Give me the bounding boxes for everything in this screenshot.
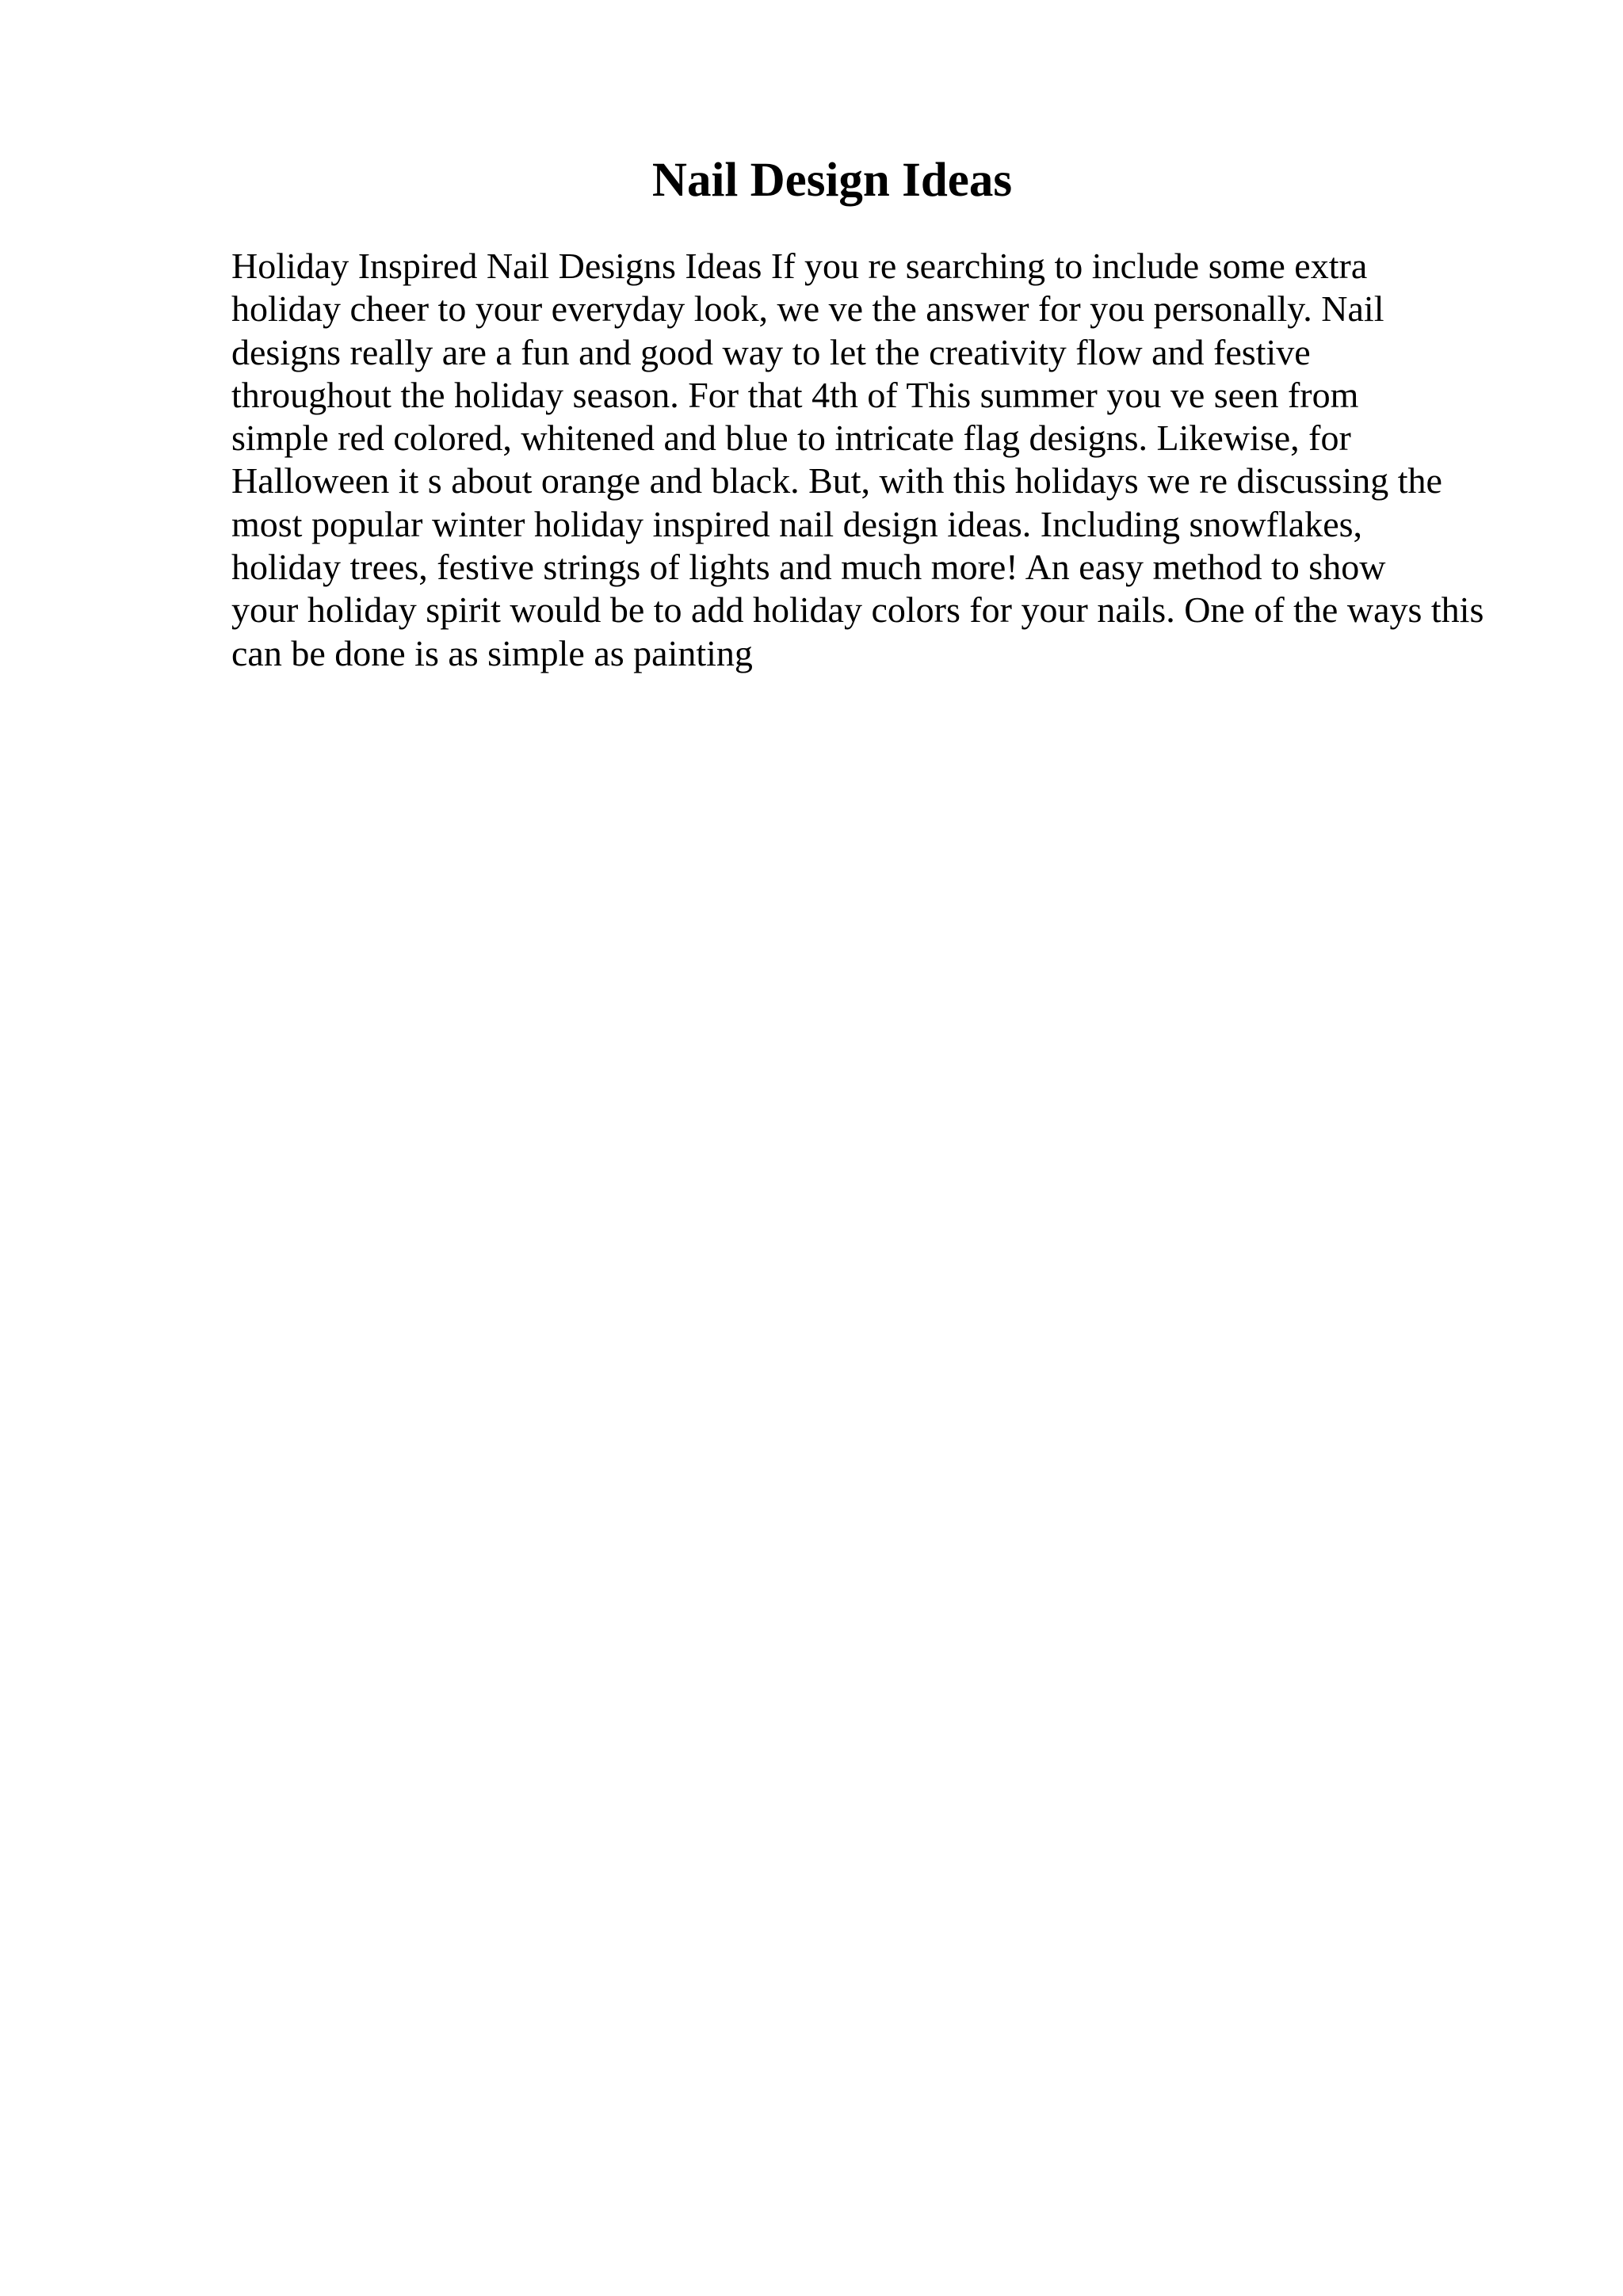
body-line: most popular winter holiday inspired nail design ideas. Including snowflakes, (231, 503, 1363, 544)
body-line: designs really are a fun and good way to let the creativity flow and festive (231, 331, 1311, 372)
body-line: holiday trees, festive strings of lights and much more! An easy method to show (231, 547, 1386, 588)
body-line: throughout the holiday season. For that 4th of This summer you ve seen from (231, 374, 1359, 415)
body-line: your holiday spirit would be to add holiday colors for your nails. One of the ways this (231, 589, 1484, 631)
body-line: holiday cheer to your everyday look, we ve the answer for you personally. Nail (231, 288, 1384, 330)
body-line: Halloween it s about orange and black. But, with this holidays we re discussing the (231, 460, 1442, 502)
document-body (231, 245, 1531, 675)
body-line: simple red colored, whitened and blue to intricate flag designs. Likewise, for (231, 418, 1351, 459)
body-line: can be done is as simple as painting (231, 632, 753, 673)
document-title: Nail Design Ideas (651, 154, 1013, 207)
body-line: Holiday Inspired Nail Designs Ideas If you re searching to include some extra (231, 246, 1368, 286)
